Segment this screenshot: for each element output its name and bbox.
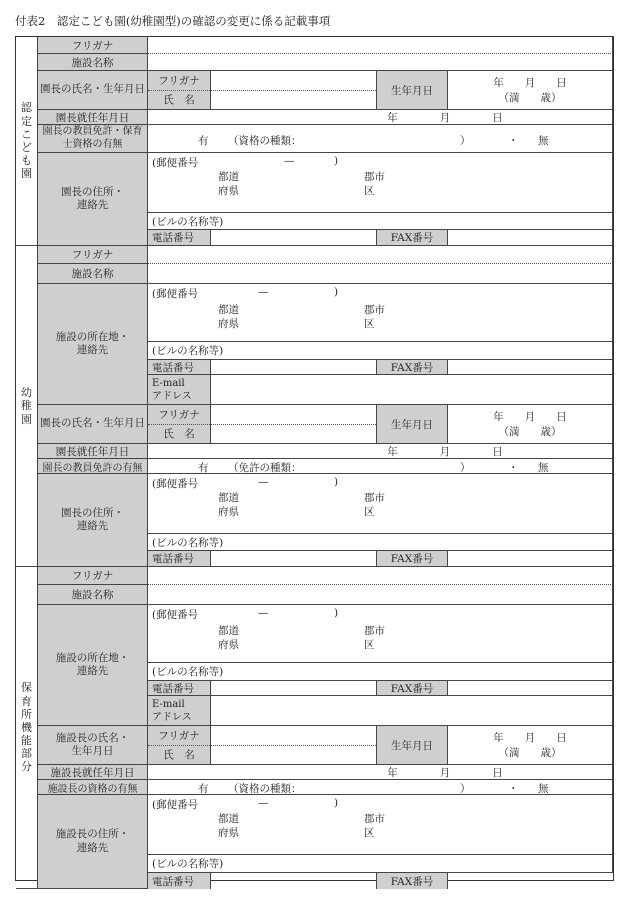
tel-field[interactable] — [211, 360, 377, 375]
appointment-date-label: 園長就任年月日 — [38, 110, 148, 125]
section-label-hoiku — [16, 567, 38, 889]
building-field[interactable]: (ビルの名称等) — [148, 663, 613, 681]
fax-label: FAX番号 — [377, 551, 448, 567]
license-yes: 有 — [198, 462, 209, 474]
facility-address-label — [38, 605, 148, 726]
postal-dash: — — [258, 286, 269, 298]
section-char: 園 — [21, 412, 32, 426]
fax-label: FAX番号 — [377, 230, 448, 246]
appointment-date-field[interactable]: 年 月 日 — [148, 110, 613, 125]
postal-dash: — — [258, 797, 269, 809]
section-label-nintei — [16, 37, 38, 246]
director-address-field[interactable] — [148, 474, 613, 534]
section-char: こ — [21, 127, 32, 141]
section-hoiku — [16, 567, 613, 889]
birth-label: 生年月日 — [377, 71, 448, 110]
name-label: 氏 名 — [163, 428, 195, 441]
birth-ymd: 年 月 日 — [493, 411, 567, 423]
facility-name-label: 施設名称 — [38, 585, 148, 605]
fax-field[interactable] — [448, 230, 613, 246]
section-nintei — [16, 37, 613, 246]
birth-ymd: 年 月 日 — [493, 732, 567, 744]
director-address-label — [38, 474, 148, 567]
license-close: ） — [460, 135, 471, 147]
director-name-block — [148, 405, 613, 444]
email-label — [148, 696, 211, 726]
tel-field[interactable] — [211, 551, 377, 567]
todo-label: 都道 — [218, 625, 239, 637]
director-name-text: 園長の氏名・生年月日 — [40, 83, 145, 96]
birth-age: （満 歳） — [498, 747, 562, 759]
section-char: 機 — [21, 720, 32, 734]
fuken-label: 府県 — [218, 318, 239, 330]
form-frame — [15, 36, 614, 888]
building-field[interactable]: (ビルの名称等) — [148, 342, 613, 360]
name-furigana-label: フリガナ — [148, 726, 210, 746]
birth-age: （満 歳） — [498, 426, 562, 438]
email-row — [148, 375, 613, 405]
gunshi-label: 郡市 — [364, 171, 385, 183]
qualification-type: （資格の種類： — [228, 783, 302, 795]
email-row — [148, 696, 613, 726]
facility-address-field[interactable] — [148, 284, 613, 342]
fax-field[interactable] — [448, 360, 613, 375]
license-no: 無 — [538, 462, 549, 474]
section-char: 保 — [21, 681, 32, 695]
facility-head-name-block — [148, 726, 613, 765]
todo-label: 都道 — [218, 492, 239, 504]
facility-name-field[interactable] — [148, 54, 613, 71]
facility-name-label: 施設名称 — [38, 264, 148, 284]
section-char: 認 — [21, 101, 32, 115]
tel-label: 電話番号 — [148, 230, 211, 246]
postal-close: ) — [334, 797, 339, 809]
facility-address-field[interactable] — [148, 605, 613, 663]
name-label: 氏 名 — [163, 749, 195, 762]
postal-close: ) — [334, 476, 339, 488]
email-field[interactable] — [211, 375, 613, 405]
contact-row — [148, 551, 613, 567]
birth-field[interactable] — [448, 71, 613, 110]
section-char: 幼 — [21, 386, 32, 400]
fuken-label: 府県 — [218, 185, 239, 197]
head-address-text: 施設長の住所・連絡先 — [55, 828, 130, 854]
contact-row — [148, 681, 613, 696]
furigana-field[interactable] — [148, 37, 613, 54]
license-yes: 有 — [198, 135, 209, 147]
license-no: 無 — [538, 135, 549, 147]
head-furigana-field[interactable] — [211, 726, 376, 746]
head-appointment-date-field[interactable]: 年 月 日 — [148, 765, 613, 780]
facility-head-name-text: 施設長の氏名・生年月日 — [55, 731, 130, 757]
tel-field[interactable] — [211, 873, 377, 889]
section-youchien — [16, 246, 613, 567]
director-name-label — [38, 71, 148, 110]
name-furigana-label: フリガナ — [148, 405, 210, 425]
facility-name-field[interactable] — [148, 585, 613, 605]
todo-label: 都道 — [218, 304, 239, 316]
head-address-label — [38, 795, 148, 889]
license-label: 園長の教員免許の有無 — [38, 459, 148, 474]
contact-row — [148, 230, 613, 246]
name-furigana-label: フリガナ — [148, 71, 210, 91]
furigana-field[interactable] — [148, 246, 613, 264]
qualification-label: 施設長の資格の有無 — [38, 780, 148, 795]
facility-name-label: 施設名称 — [38, 54, 148, 71]
birth-label: 生年月日 — [377, 726, 448, 765]
license-dot: ・ — [508, 462, 519, 474]
fax-label: FAX番号 — [377, 360, 448, 375]
fuken-label: 府県 — [218, 639, 239, 651]
license-close: ） — [460, 462, 471, 474]
qualification-close: ） — [460, 783, 471, 795]
head-address-field[interactable] — [148, 795, 613, 855]
section-char: 育 — [21, 694, 32, 708]
postal-dash: — — [284, 155, 295, 167]
birth-age: （満 歳） — [498, 92, 562, 104]
contact-row — [148, 360, 613, 375]
facility-name-field[interactable] — [148, 264, 613, 284]
fax-field[interactable] — [448, 551, 613, 567]
director-name-field[interactable] — [211, 425, 376, 444]
license-type: （免許の種類： — [228, 462, 302, 474]
section-char: 稚 — [21, 399, 32, 413]
appointment-date-field[interactable]: 年 月 日 — [148, 444, 613, 459]
postal-label: (郵便番号 — [152, 799, 199, 811]
postal-label: (郵便番号 — [152, 157, 199, 169]
postal-label: (郵便番号 — [152, 609, 199, 621]
building-field[interactable]: (ビルの名称等) — [148, 213, 613, 230]
ku-label: 区 — [364, 639, 375, 651]
director-address-field[interactable] — [148, 153, 613, 213]
contact-row — [148, 873, 613, 889]
section-char: 分 — [21, 760, 32, 774]
email-field[interactable] — [211, 696, 613, 726]
postal-close: ) — [334, 286, 339, 298]
todo-label: 都道 — [218, 813, 239, 825]
director-name-block — [148, 71, 613, 110]
section-char: 部 — [21, 747, 32, 761]
section-char: 定 — [21, 114, 32, 128]
section-char: 園 — [21, 167, 32, 181]
email-label-2: アドレス — [152, 390, 192, 402]
form-title: 付表2 認定こども園(幼稚園型)の確認の変更に係る記載事項 — [15, 14, 331, 28]
birth-ymd: 年 月 日 — [493, 77, 567, 89]
director-name-field[interactable] — [211, 91, 376, 110]
ku-label: 区 — [364, 506, 375, 518]
facility-address-label — [38, 284, 148, 405]
postal-close: ) — [334, 607, 339, 619]
facility-address-text: 施設の所在地・連絡先 — [55, 330, 130, 356]
gunshi-label: 郡市 — [364, 492, 385, 504]
head-appointment-date-label: 施設長就任年月日 — [38, 765, 148, 780]
todo-label: 都道 — [218, 171, 239, 183]
fax-label: FAX番号 — [377, 873, 448, 889]
postal-close: ) — [334, 155, 339, 167]
furigana-label: フリガナ — [38, 567, 148, 585]
qualification-dot: ・ — [508, 783, 519, 795]
email-label — [148, 375, 211, 405]
fax-field[interactable] — [448, 681, 613, 696]
ku-label: 区 — [364, 318, 375, 330]
tel-field[interactable] — [211, 681, 377, 696]
license-dot: ・ — [508, 135, 519, 147]
director-address-text: 園長の住所・連絡先 — [61, 506, 124, 532]
gunshi-label: 郡市 — [364, 625, 385, 637]
ku-label: 区 — [364, 185, 375, 197]
postal-label: (郵便番号 — [152, 288, 199, 300]
license-label: 園長の教員免許・保育士資格の有無 — [38, 125, 148, 153]
qualification-yes: 有 — [198, 783, 209, 795]
building-field[interactable]: (ビルの名称等) — [148, 855, 613, 873]
fax-field[interactable] — [448, 873, 613, 889]
postal-dash: — — [258, 607, 269, 619]
tel-field[interactable] — [211, 230, 377, 246]
section-char: 能 — [21, 734, 32, 748]
birth-label: 生年月日 — [377, 405, 448, 444]
postal-dash: — — [258, 476, 269, 488]
facility-head-name-label — [38, 726, 148, 765]
building-field[interactable]: (ビルの名称等) — [148, 534, 613, 551]
director-furigana-field[interactable] — [211, 71, 376, 91]
furigana-label: フリガナ — [38, 37, 148, 54]
tel-label: 電話番号 — [148, 551, 211, 567]
gunshi-label: 郡市 — [364, 813, 385, 825]
ku-label: 区 — [364, 827, 375, 839]
section-char: ど — [21, 141, 32, 154]
birth-field[interactable] — [448, 405, 613, 444]
director-name-text: 園長の氏名・生年月日 — [40, 417, 145, 430]
appointment-date-label: 園長就任年月日 — [38, 444, 148, 459]
fuken-label: 府県 — [218, 506, 239, 518]
qualification-no: 無 — [538, 783, 549, 795]
license-type: （資格の種類： — [228, 135, 302, 147]
tel-label: 電話番号 — [148, 360, 211, 375]
fax-label: FAX番号 — [377, 681, 448, 696]
head-name-field[interactable] — [211, 746, 376, 765]
license-field[interactable] — [148, 125, 613, 153]
fuken-label: 府県 — [218, 827, 239, 839]
facility-address-text: 施設の所在地・連絡先 — [55, 651, 130, 677]
birth-field[interactable] — [448, 726, 613, 765]
section-label-youchien — [16, 246, 38, 567]
director-address-text: 園長の住所・連絡先 — [61, 185, 124, 211]
furigana-label: フリガナ — [38, 246, 148, 264]
name-label: 氏 名 — [163, 94, 195, 107]
postal-label: (郵便番号 — [152, 478, 199, 490]
furigana-field[interactable] — [148, 567, 613, 585]
license-field[interactable] — [148, 459, 613, 474]
qualification-field[interactable] — [148, 780, 613, 795]
email-label-1: E-mail — [152, 377, 185, 389]
director-name-label — [38, 405, 148, 444]
gunshi-label: 郡市 — [364, 304, 385, 316]
email-label-2: アドレス — [152, 711, 192, 723]
section-char: 所 — [21, 707, 32, 721]
director-address-label — [38, 153, 148, 246]
tel-label: 電話番号 — [148, 681, 211, 696]
tel-label: 電話番号 — [148, 873, 211, 889]
director-furigana-field[interactable] — [211, 405, 376, 425]
section-char: も — [21, 154, 32, 168]
email-label-1: E-mail — [152, 698, 185, 710]
